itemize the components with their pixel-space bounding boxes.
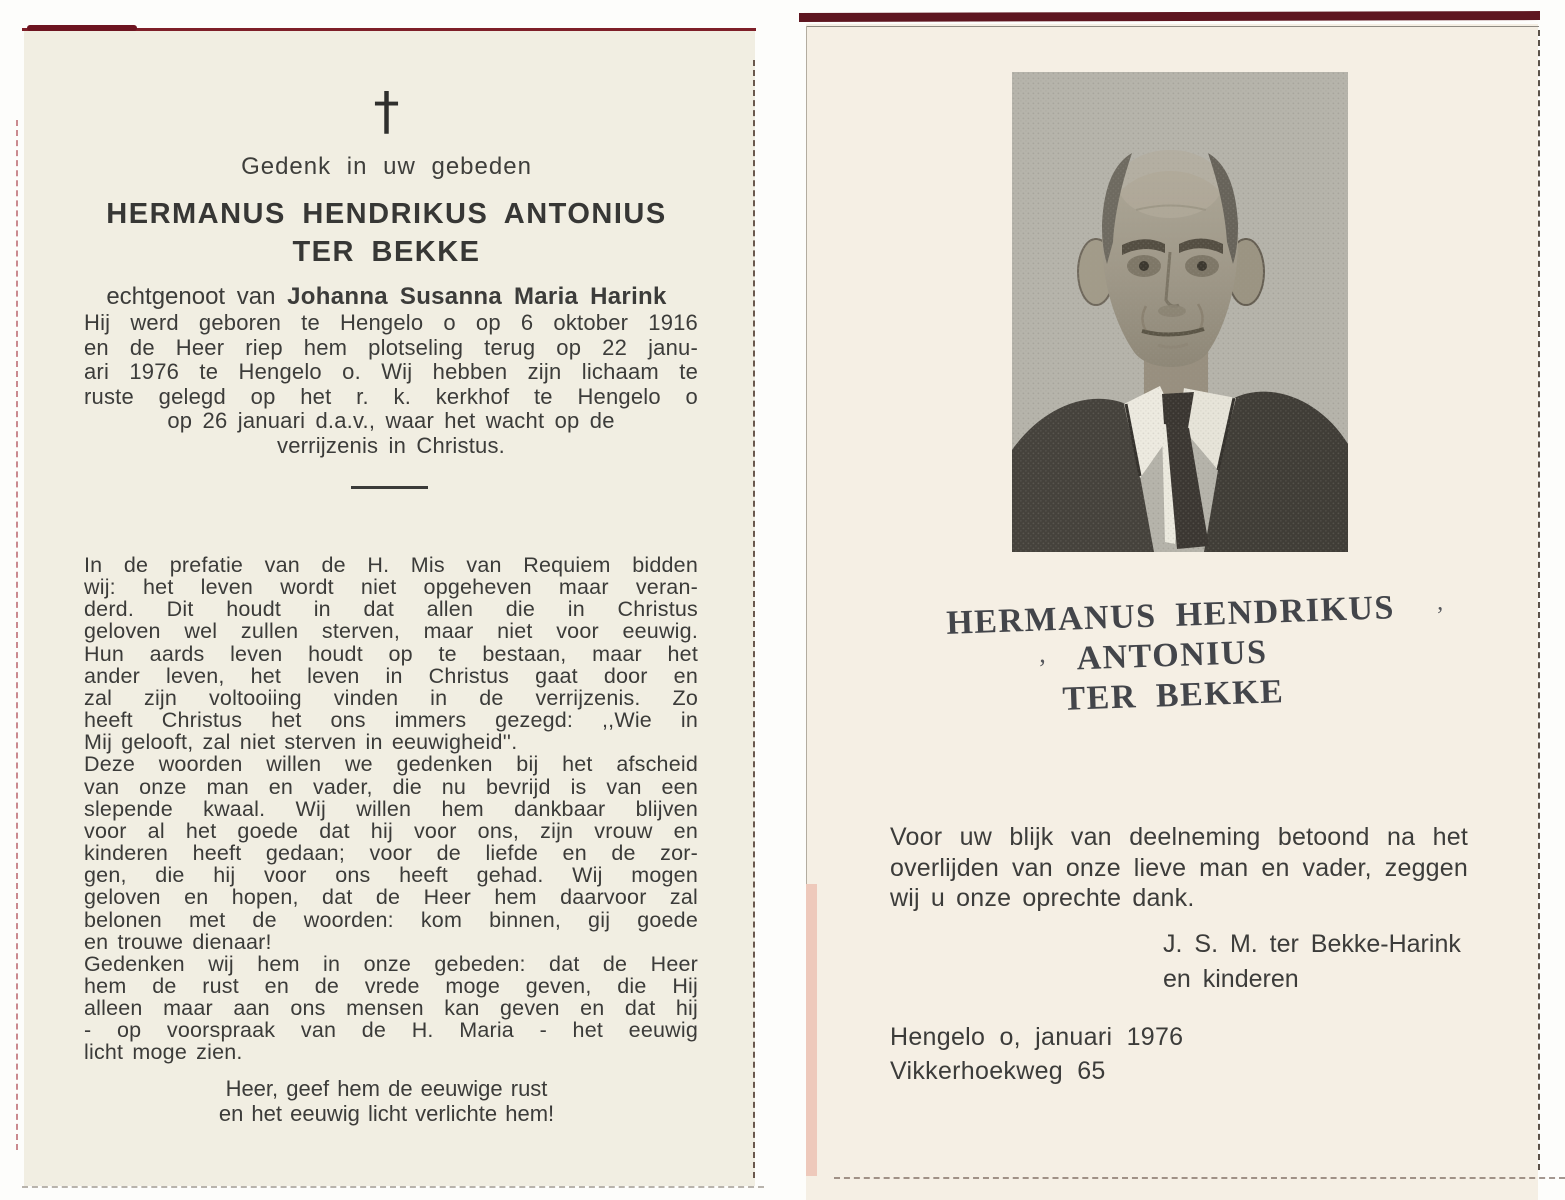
left-page-bottom-edge-line: [22, 1186, 764, 1188]
closing-prayer: Heer, geef hem de eeuwige rust en het eeuwig licht verlichte hem!: [218, 1076, 555, 1126]
spouse-prefix: echtgenoot van: [106, 283, 276, 310]
signature-block: J. S. M. ter Bekke-Harink en kinderen: [1163, 930, 1461, 993]
meditation-paragraph-3: Gedenken wij hem in onze gebeden: dat de Heer hem de rust en de vrede moge geven, die Hij alleen maar aan ons mensen kan geven en dat hij - op voorspraak van de H. Maria - het eeuwig licht moge zien.: [84, 951, 698, 1065]
portrait-photo: [1012, 72, 1348, 552]
deceased-name-line-1: HERMANUS HENDRIKUS ANTONIUS: [106, 198, 667, 230]
meditation-paragraph-1: In de prefatie van de H. Mis van Requiem bidden wij: het leven wordt niet opgeheven maar veran- derd. Dit houdt in dat allen die in Christus geloven wel zullen sterven, maar niet voor eeuwig. Hun aards leven houdt op te bestaan, maar het ander leven, het leven in Christus gaat door en zal zijn voltooiing vinden in de verrijzenis. Zo heeft Christus het ons immers gezegd: ,,Wie in Mij gelooft, zal niet sterven in eeuwigheid''.: [84, 553, 698, 755]
meditation-paragraph-2: Deze woorden willen we gedenken bij het afscheid van onze man en vader, die nu bevrijd is van een slepende kwaal. Wij willen hem dankbaar blijven voor al het goede dat hij voor ons, zijn vrouw en kinderen heeft gedaan; voor de liefde en de zor- gen, die hij voor ons heeft gehad. Wij mogen geloven en hopen, dat de Heer hem daarvoor zal belonen met de woorden: kom binnen, gij goede en trouwe dienaar!: [84, 752, 698, 954]
intro-line: Gedenk in uw gebeden: [241, 153, 532, 180]
left-page: [24, 30, 755, 1186]
spouse-name: Johanna Susanna Maria Harink: [287, 283, 667, 310]
meditation-paragraphs: [84, 554, 698, 1064]
place-date-block: Hengelo o, januari 1976 Vikkerhoekweg 65: [890, 1023, 1184, 1085]
right-page: [806, 24, 1538, 1200]
deceased-name-heading: HERMANUS HENDRIKUS ANTONIUS TER BEKKE: [945, 589, 1396, 718]
birth-death-paragraph-end: op 26 januari d.a.v., waar het wacht op de verrijzenis in Christus.: [167, 408, 615, 458]
section-divider: [351, 486, 428, 489]
right-page-maroon-top-band: [799, 11, 1540, 22]
deceased-name-line-2: TER BEKKE: [292, 236, 481, 268]
print-artifact-mark: ’: [1436, 603, 1444, 629]
spouse-line: [24, 283, 749, 311]
print-artifact-mark: ’: [1038, 654, 1047, 683]
condolence-thanks-paragraph: Voor uw blijk van deelneming betoond na het overlijden van onze lieve man en vader, zeggen wij u onze oprechte dank.: [890, 823, 1468, 912]
memorial-cross-icon: †: [373, 82, 400, 142]
right-page-right-edge-line: [1538, 30, 1540, 1170]
left-page-left-edge-line: [16, 120, 18, 1150]
birth-death-paragraph: Hij werd geboren te Hengelo o op 6 oktober 1916 en de Heer riep hem plotseling terug op 22 janu- ari 1976 te Hengelo o. Wij hebben zijn lichaam te ruste gelegd op het r. k. kerkhof te Hengelo o: [84, 310, 698, 409]
